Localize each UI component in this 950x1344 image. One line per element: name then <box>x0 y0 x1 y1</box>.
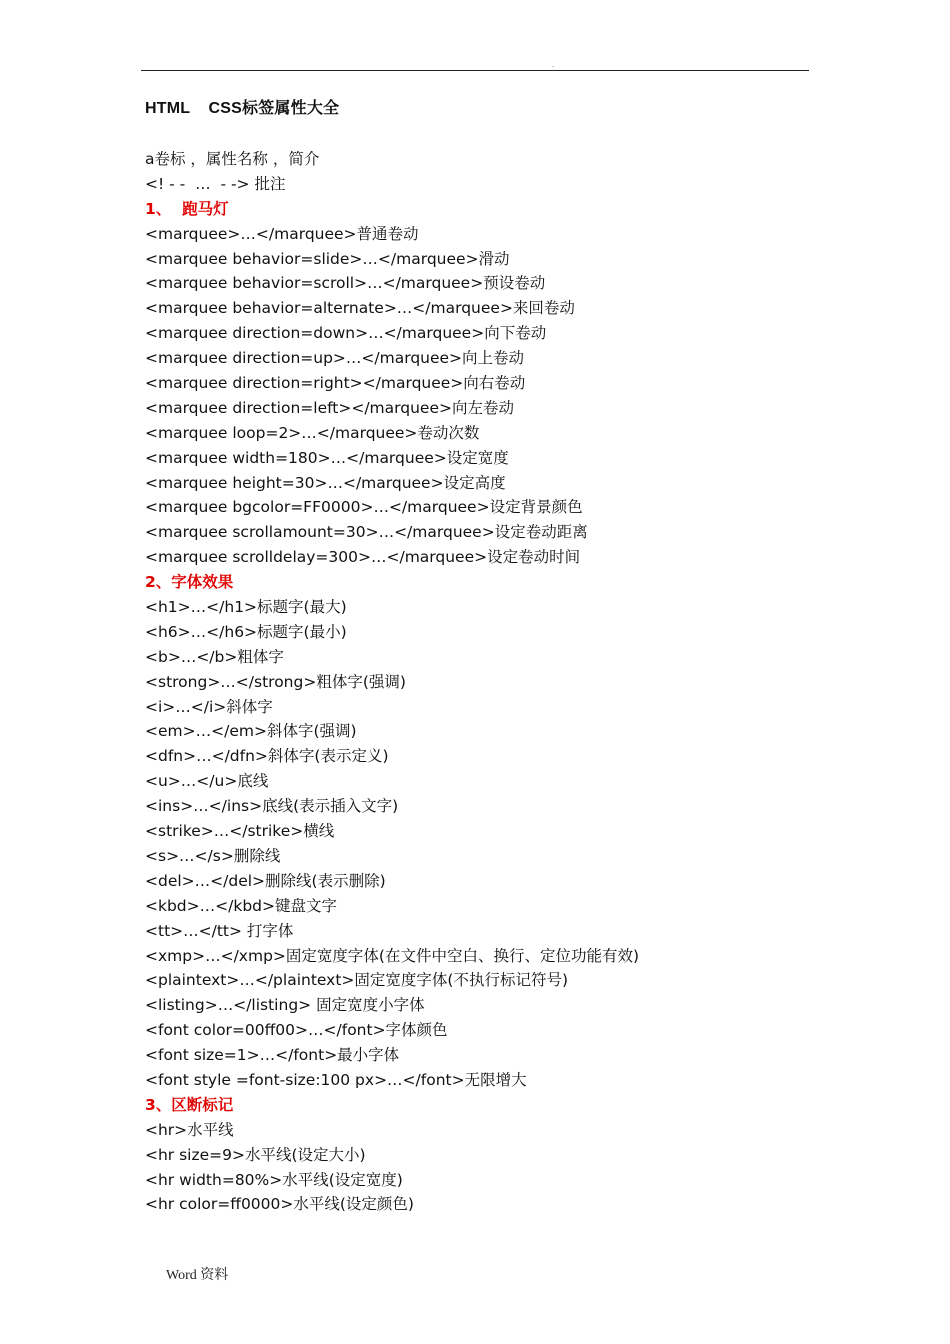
content-line: <hr color=ff0000>水平线(设定颜色) <box>145 1195 414 1214</box>
content-line: <kbd>…</kbd>键盘文字 <box>145 896 337 915</box>
content-line: <listing>…</listing> 固定宽度小字体 <box>145 996 425 1015</box>
content-line: <marquee behavior=alternate>…</marquee>来回卷动 <box>145 299 575 318</box>
content-line: <i>…</i>斜体字 <box>145 697 273 716</box>
content-line: <xmp>…</xmp>固定宽度字体(在文件中空白、换行、定位功能有效) <box>145 946 639 965</box>
content-line: <b>…</b>粗体字 <box>145 647 284 666</box>
section-heading: 2、字体效果 <box>145 573 234 592</box>
content-line: <marquee direction=left></marquee>向左卷动 <box>145 398 514 417</box>
content-line: <marquee scrolldelay=300>…</marquee>设定卷动时间 <box>145 548 581 567</box>
content-line: <font size=1>…</font>最小字体 <box>145 1046 400 1065</box>
content-line: <marquee>…</marquee>普通卷动 <box>145 224 419 243</box>
header-mark: . <box>552 60 555 69</box>
content-line: <font style =font-size:100 px>…</font>无限增大 <box>145 1070 527 1089</box>
content-line: <em>…</em>斜体字(强调) <box>145 722 357 741</box>
content-line: <! - - … - -> 批注 <box>145 174 286 193</box>
content-line: <marquee behavior=scroll>…</marquee>预设卷动 <box>145 274 546 293</box>
footer-text: Word 资料 <box>166 1268 229 1283</box>
content-line: <dfn>…</dfn>斜体字(表示定义) <box>145 747 389 766</box>
content-line: <marquee loop=2>…</marquee>卷动次数 <box>145 423 480 442</box>
content-line: <marquee direction=up>…</marquee>向上卷动 <box>145 349 525 368</box>
header-rule <box>141 70 809 71</box>
content-lines <box>145 147 639 1217</box>
content-line: <u>…</u>底线 <box>145 772 269 791</box>
content-line: <marquee behavior=slide>…</marquee>滑动 <box>145 249 510 268</box>
content-line: <strong>…</strong>粗体字(强调) <box>145 672 406 691</box>
content-line: <marquee width=180>…</marquee>设定宽度 <box>145 448 509 467</box>
content-line: a卷标 ，属性名称 ，简介 <box>145 150 320 168</box>
content-line: <hr>水平线 <box>145 1120 234 1139</box>
content-line: <marquee direction=down>…</marquee>向下卷动 <box>145 324 547 343</box>
document-title: HTML CSS标签属性大全 <box>145 100 340 117</box>
content-line: <font color=00ff00>…</font>字体颜色 <box>145 1021 448 1040</box>
section-heading: 3、区断标记 <box>145 1095 234 1114</box>
content-line: <tt>…</tt> 打字体 <box>145 921 294 940</box>
content-line: <marquee bgcolor=FF0000>…</marquee>设定背景颜色 <box>145 498 583 517</box>
content-line: <hr size=9>水平线(设定大小) <box>145 1145 366 1164</box>
content-line: <s>…</s>删除线 <box>145 846 281 865</box>
content-line: <h6>…</h6>标题字(最小) <box>145 622 347 641</box>
content-line: <del>…</del>删除线(表示删除) <box>145 871 386 890</box>
content-line: <strike>…</strike>横线 <box>145 822 335 841</box>
content-line: <h1>…</h1>标题字(最大) <box>145 598 347 617</box>
content-line: <plaintext>…</plaintext>固定宽度字体(不执行标记符号) <box>145 971 568 990</box>
content-line: <marquee direction=right></marquee>向右卷动 <box>145 374 526 393</box>
section-heading: 1、 跑马灯 <box>145 199 229 218</box>
content-line: <ins>…</ins>底线(表示插入文字) <box>145 797 399 816</box>
content-line: <marquee scrollamount=30>…</marquee>设定卷动距离 <box>145 523 588 542</box>
content-line: <marquee height=30>…</marquee>设定高度 <box>145 473 506 492</box>
content-line: <hr width=80%>水平线(设定宽度) <box>145 1170 403 1189</box>
